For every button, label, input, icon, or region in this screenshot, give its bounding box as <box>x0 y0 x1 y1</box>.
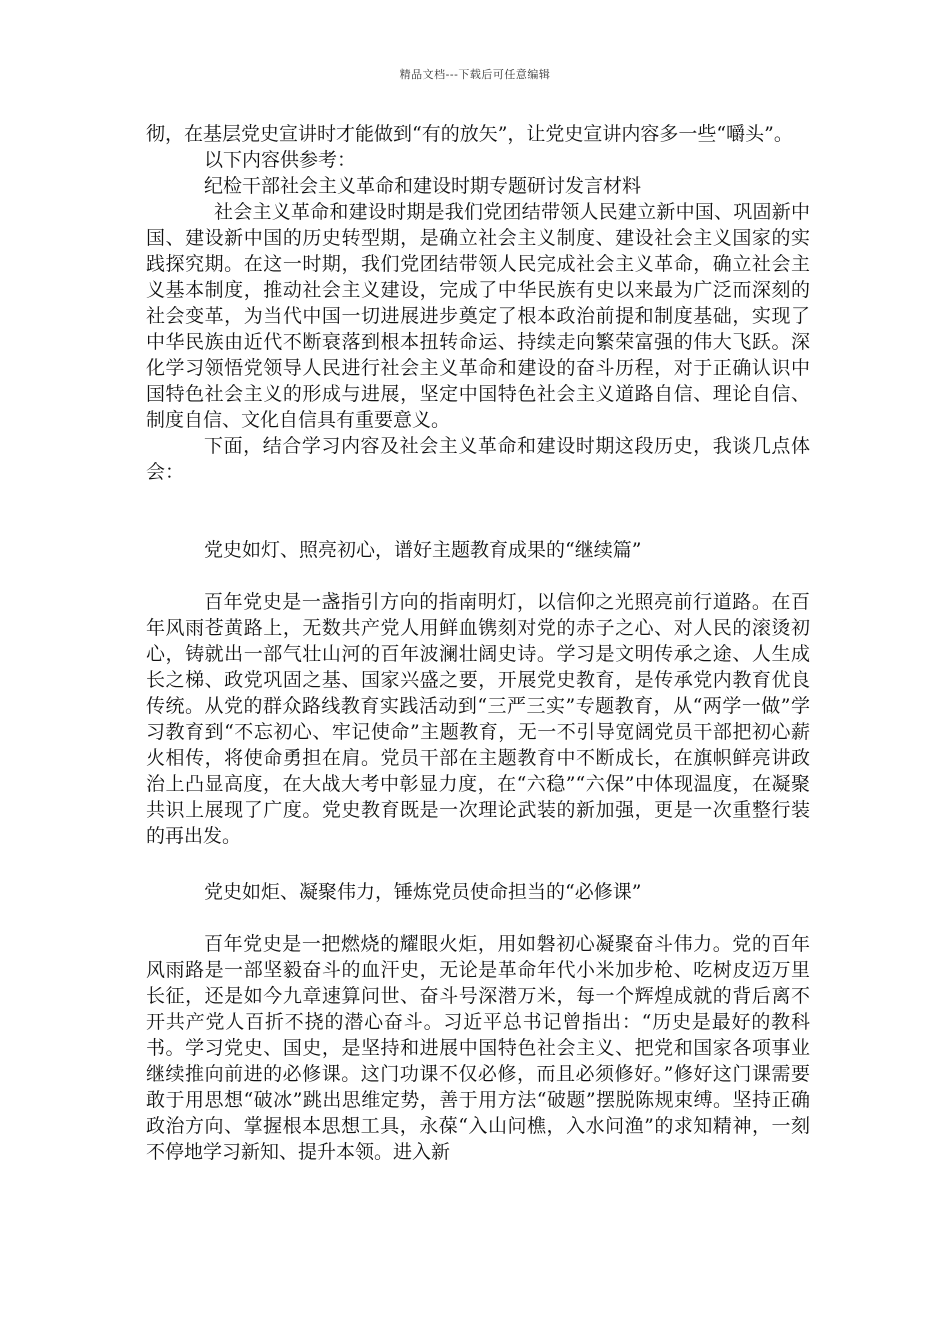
paragraph-section-1: 百年党史是一盏指引方向的指南明灯，以信仰之光照亮前行道路。在百年风雨苍黄路上，无数共产党人用鲜血镌刻对党的赤子之心、对人民的滚烫初心，铸就出一部气壮山河的百年波澜壮阔史诗。学习是文明传承之途、人生成长之梯、政党巩固之基、国家兴盛之要，开展党史教育，是传承党内教育优良传统。从党的群众路线教育实践活动到“三严三实”专题教育，从“两学一做”学习教育到“不忘初心、牢记使命”主题教育，无一不引导宽阔党员干部把初心薪火相传，将使命勇担在肩。党员干部在主题教育中不断成长，在旗帜鲜亮讲政治上凸显高度，在大战大考中彰显力度，在“六稳”“六保”中体现温度，在凝聚共识上展现了广度。党史教育既是一次理论武装的新加强，更是一次重整行装的再出发。 <box>146 591 810 847</box>
document-title: 纪检干部社会主义革命和建设时期专题研讨发言材料 <box>204 175 642 197</box>
document-body <box>146 121 810 1165</box>
paragraph-section-2: 百年党史是一把燃烧的耀眼火炬，用如磐初心凝聚奋斗伟力。党的百年风雨路是一部坚毅奋斗的血汗史，无论是革命年代小米加步枪、吃树皮迈万里长征，还是如今九章速算问世、奋斗号深潜万米，每一个辉煌成就的背后离不开共产党人百折不挠的潜心奋斗。习近平总书记曾指出：“历史是最好的教科书。学习党史、国史，是坚持和进展中国特色社会主义、把党和国家各项事业继续推向前进的必修课。这门功课不仅必修，而且必须修好。”修好这门课需要敢于用思想“破冰”跳出思维定势，善于用方法“破题”摆脱陈规束缚。坚持正确政治方向、掌握根本思想工具，永葆“入山问樵，入水问渔”的求知精神，一刻不停地学习新知、提升本领。进入新 <box>146 933 810 1163</box>
paragraph-intro: 社会主义革命和建设时期是我们党团结带领人民建立新中国、巩固新中国、建设新中国的历史转型期，是确立社会主义制度、建设社会主义国家的实践探究期。在这一时期，我们党团结带领人民完成社会主义革命，确立社会主义基本制度，推动社会主义建设，完成了中华民族有史以来最为广泛而深刻的社会变革，为当代中国一切进展进步奠定了根本政治前提和制度基础，实现了中华民族由近代不断衰落到根本扭转命运、持续走向繁荣富强的伟大飞跃。深化学习领悟党领导人民进行社会主义革命和建设的奋斗历程，对于正确认识中国特色社会主义的形成与进展，坚定中国特色社会主义道路自信、理论自信、制度自信、文化自信具有重要意义。 <box>146 201 810 431</box>
paragraph-transition: 下面，结合学习内容及社会主义革命和建设时期这段历史，我谈几点体会： <box>146 435 810 483</box>
section-heading-2: 党史如炬、凝聚伟力，锤炼党员使命担当的“必修课” <box>204 881 642 903</box>
page-header: 精品文档---下载后可任意编辑 <box>399 68 551 81</box>
section-heading-1: 党史如灯、照亮初心，谱好主题教育成果的“继续篇” <box>204 539 642 561</box>
paragraph-reference-note: 以下内容供参考： <box>204 149 357 171</box>
paragraph-continuation: 彻，在基层党史宣讲时才能做到“有的放矢”，让党史宣讲内容多一些“嚼头”。 <box>146 123 793 145</box>
